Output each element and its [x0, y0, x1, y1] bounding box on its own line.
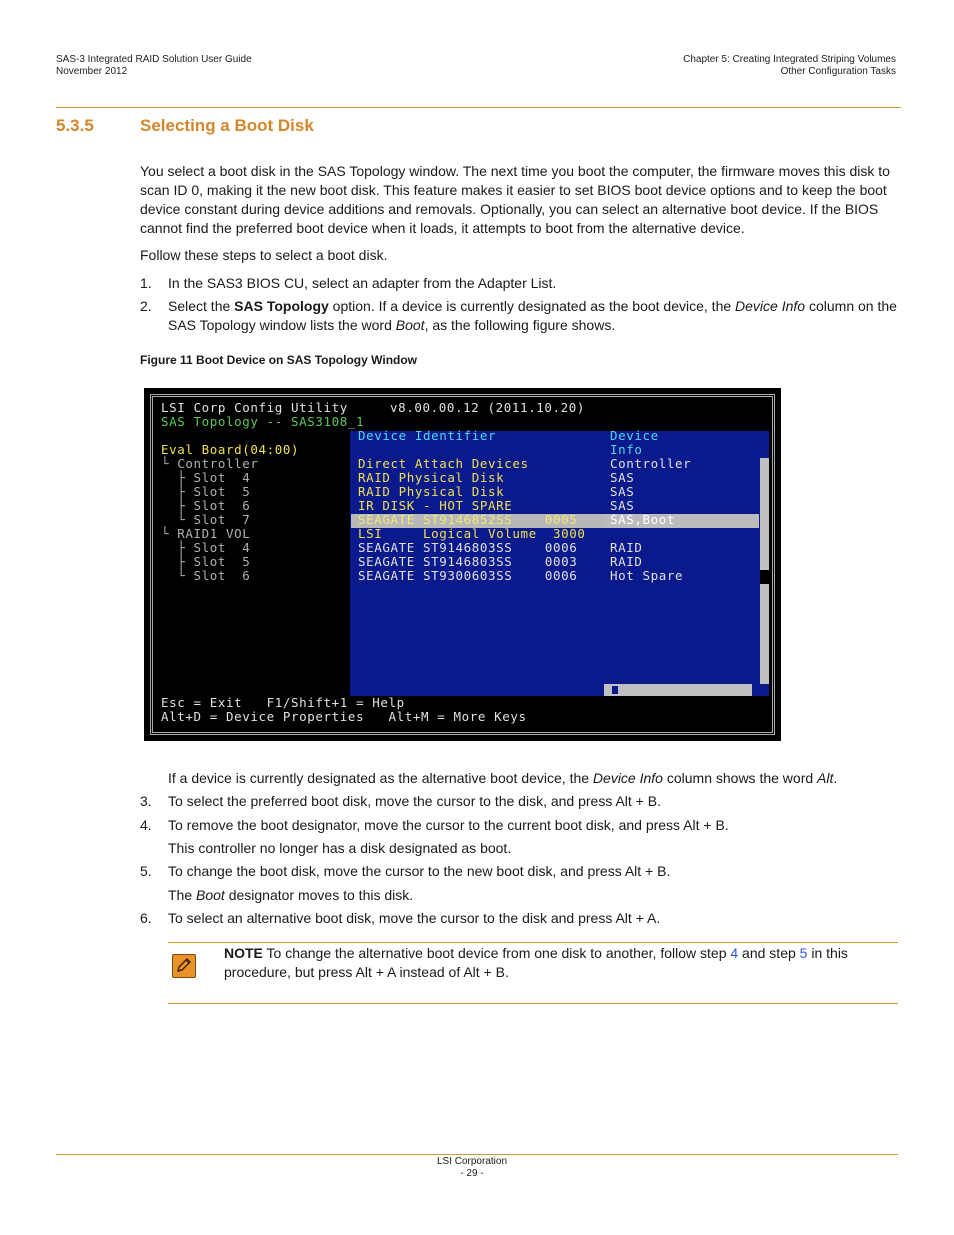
step-text: To remove the boot designator, move the cursor to the current boot disk, and press Alt + B. [168, 817, 729, 833]
step-text: Select the SAS Topology option. If a device is currently designated as the boot device, the Device Info column on the SAS Topology window lists the word Boot, as the following figure shows. [168, 298, 897, 333]
device-info: SAS [610, 498, 635, 513]
chapter-section: Other Configuration Tasks [780, 66, 896, 77]
tree-item[interactable]: └ Slot 6 [161, 568, 251, 583]
footer-company: LSI Corporation [436, 1156, 508, 1167]
step-text: To select the preferred boot disk, move the cursor to the disk, and press Alt + B. [168, 793, 661, 809]
col-device: Device [610, 428, 659, 443]
scroll-track-upper[interactable] [760, 458, 769, 570]
scroll-track-lower[interactable] [760, 584, 769, 684]
section-title: Selecting a Boot Disk [140, 116, 314, 135]
device-ident[interactable]: SEAGATE ST9146803SS 0006 [358, 540, 578, 555]
intro-paragraph: You select a boot disk in the SAS Topology window. The next time you boot the computer, the firmware moves this disk to scan ID 0, making it the new boot disk. This feature makes it easier to set BIOS boot device options and to keep the boot device constant during device additions and removals. Optionally, you can select an alternative boot device. If the BIOS cannot find the preferred boot device when it loads, it attempts to boot from the alternative device. [140, 163, 890, 236]
step-text: To select an alternative boot disk, move the cursor to the disk and press Alt + A. [168, 910, 661, 926]
step-text: In the SAS3 BIOS CU, select an adapter from the Adapter List. [168, 275, 557, 291]
doc-date: November 2012 [56, 66, 128, 77]
header-rule [56, 107, 901, 108]
device-info: RAID [610, 554, 643, 569]
follow-paragraph: Follow these steps to select a boot disk. [140, 247, 388, 263]
step-5-result: The Boot designator moves to this disk. [168, 887, 414, 903]
chapter-title: Chapter 5: Creating Integrated Striping Volumes [683, 54, 896, 65]
pencil-note-icon [172, 954, 196, 978]
note-box [168, 942, 898, 1003]
bios-version: v8.00.00.12 (2011.10.20) [390, 400, 586, 415]
step-number: 3. [140, 793, 152, 809]
tree-root[interactable]: Eval Board(04:00) [161, 442, 300, 457]
step-number: 2. [140, 298, 152, 314]
step-number: 4. [140, 817, 152, 833]
tree-item[interactable]: ├ Slot 4 [161, 540, 251, 555]
note-text: NOTE To change the alternative boot device from one disk to another, follow step 4 and step 5 in this procedure, but press Alt + A instead of Alt + B. [224, 945, 848, 980]
tree-item[interactable]: ├ Slot 6 [161, 498, 251, 513]
bios-footer-keys-2: Alt+D = Device Properties Alt+M = More Keys [161, 709, 527, 724]
figure-caption: Figure 11 Boot Device on SAS Topology Window [140, 353, 418, 367]
device-info: SAS [610, 484, 635, 499]
device-info: Hot Spare [610, 568, 684, 583]
device-info: RAID [610, 540, 643, 555]
step-text: To change the boot disk, move the cursor to the new boot disk, and press Alt + B. [168, 863, 671, 879]
bios-subtitle: SAS Topology -- SAS3108_1 [161, 414, 365, 429]
step-4-link[interactable]: 4 [730, 945, 739, 961]
hscroll-track[interactable] [604, 684, 752, 696]
device-ident-selected[interactable]: SEAGATE ST9146852SS 0005 [358, 512, 578, 527]
step-4-result: This controller no longer has a disk designated as boot. [168, 840, 512, 856]
tree-item[interactable]: └ Slot 7 [161, 512, 251, 527]
note-label: NOTE [224, 945, 263, 961]
doc-title: SAS-3 Integrated RAID Solution User Guide [56, 54, 252, 65]
tree-item[interactable]: ├ Slot 4 [161, 470, 251, 485]
bios-footer-keys-1: Esc = Exit F1/Shift+1 = Help [161, 695, 405, 710]
col-device-identifier: Device Identifier [358, 428, 497, 443]
device-ident[interactable]: LSI Logical Volume 3000 [358, 526, 586, 541]
tree-item[interactable]: ├ Slot 5 [161, 554, 251, 569]
running-header-left [56, 54, 252, 78]
step-number: 5. [140, 863, 152, 879]
device-ident[interactable]: SEAGATE ST9146803SS 0003 [358, 554, 578, 569]
page-number: - 29 - [460, 1168, 484, 1179]
device-ident[interactable]: Direct Attach Devices [358, 456, 529, 471]
step-2 [140, 297, 900, 335]
step-6 [140, 909, 900, 928]
device-info-boot: SAS,Boot [610, 512, 676, 527]
bios-title: LSI Corp Config Utility [161, 400, 348, 415]
step-number: 1. [140, 275, 152, 291]
hscroll-left-arrow[interactable] [612, 686, 618, 694]
col-info: Info [610, 442, 643, 457]
device-ident[interactable]: SEAGATE ST9300603SS 0006 [358, 568, 578, 583]
section-heading [56, 116, 314, 136]
tree-item[interactable]: └ Controller [161, 456, 259, 471]
device-info: Controller [610, 456, 692, 471]
tree-item[interactable]: ├ Slot 5 [161, 484, 251, 499]
alt-paragraph: If a device is currently designated as the alternative boot device, the Device Info column shows the word Alt. [168, 770, 838, 786]
page-footer [0, 1156, 944, 1180]
device-ident[interactable]: RAID Physical Disk [358, 484, 505, 499]
tree-item[interactable]: └ RAID1 VOL [161, 526, 251, 541]
bios-screenshot [144, 388, 781, 741]
device-info: SAS [610, 470, 635, 485]
running-header-right [683, 54, 896, 78]
step-number: 6. [140, 910, 152, 926]
step-4 [140, 816, 900, 835]
scroll-thumb[interactable] [760, 570, 769, 584]
device-ident[interactable]: RAID Physical Disk [358, 470, 505, 485]
step-1 [140, 274, 900, 293]
step-5-link[interactable]: 5 [799, 945, 808, 961]
step-3 [140, 792, 900, 811]
footer-rule [56, 1154, 898, 1155]
device-ident[interactable]: IR DISK - HOT SPARE [358, 498, 513, 513]
section-number: 5.3.5 [56, 116, 94, 135]
note-bottom-rule [168, 1003, 898, 1004]
note-top-rule [168, 942, 898, 943]
step-5 [140, 862, 900, 881]
